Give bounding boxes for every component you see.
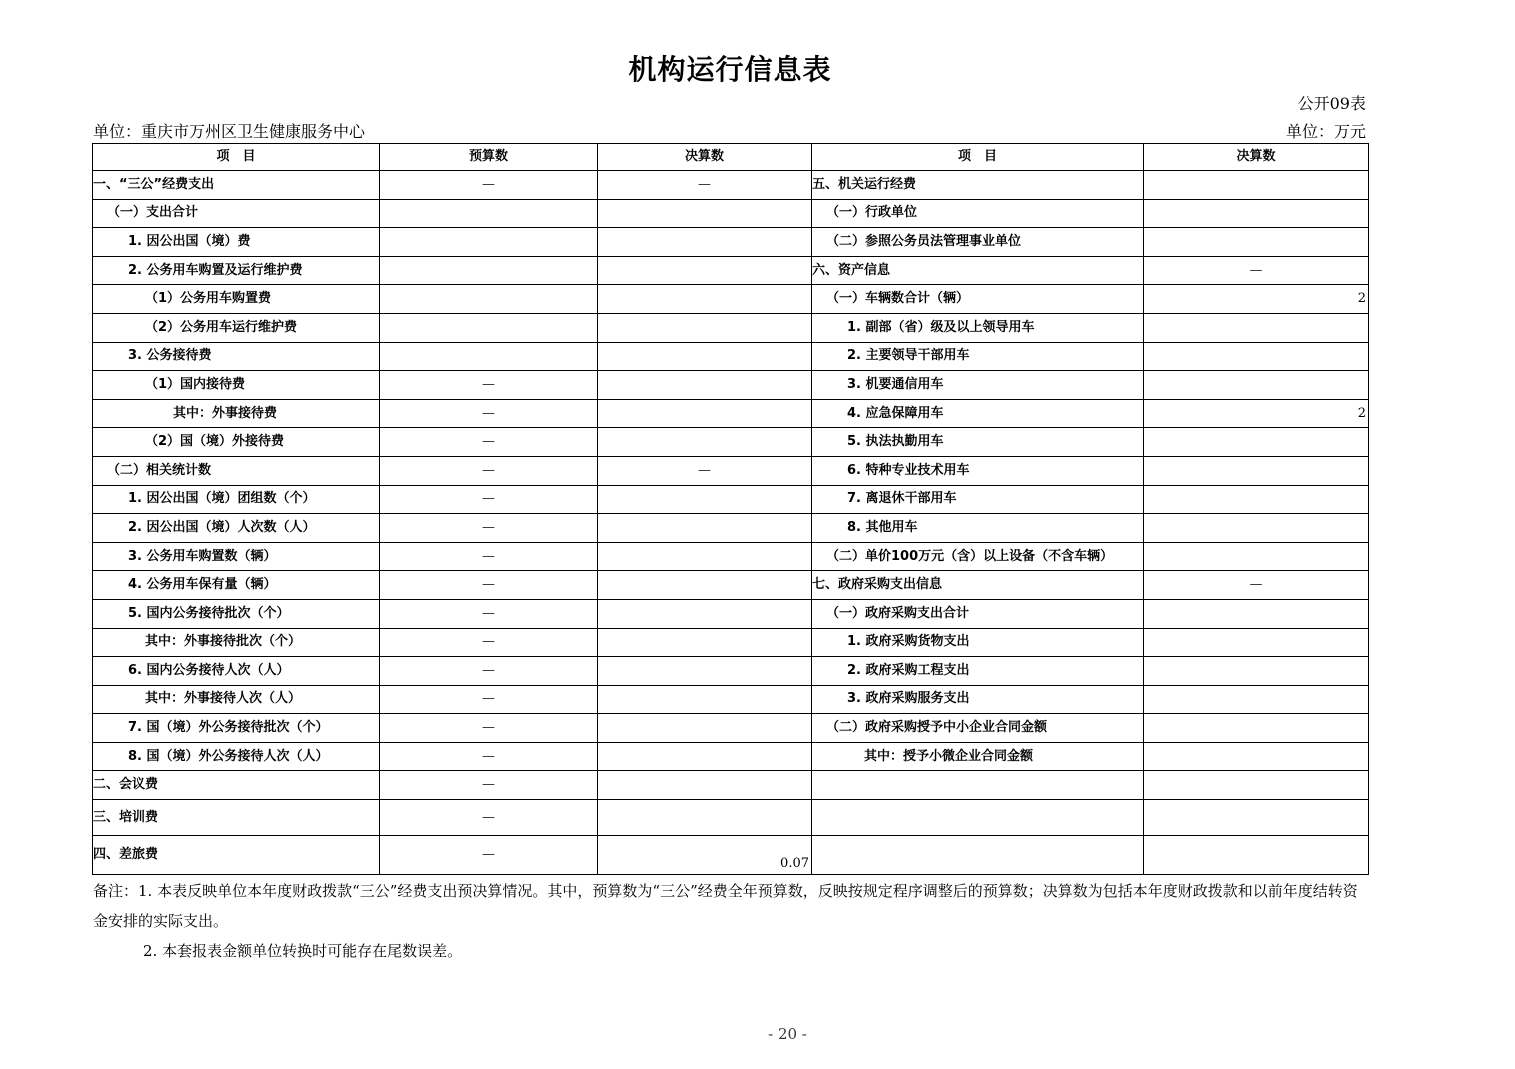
final-value [598, 514, 812, 543]
table-row [93, 714, 1369, 743]
left-item-label: （2）公务用车运行维护费 [93, 313, 380, 342]
left-item-label: 1. 因公出国（境）团组数（个） [93, 485, 380, 514]
right-final-value [1144, 599, 1369, 628]
right-final-value [1144, 514, 1369, 543]
budget-value: — [380, 714, 598, 743]
final-value [598, 313, 812, 342]
final-value [598, 428, 812, 457]
right-final-value [1144, 714, 1369, 743]
right-item-label: 4. 应急保障用车 [812, 399, 1144, 428]
right-final-value [1144, 171, 1369, 200]
right-item-label: 8. 其他用车 [812, 514, 1144, 543]
table-row [93, 771, 1369, 800]
final-value [598, 371, 812, 400]
table-row [93, 599, 1369, 628]
right-final-value [1144, 456, 1369, 485]
table-row [93, 542, 1369, 571]
right-item-label: 1. 政府采购货物支出 [812, 628, 1144, 657]
final-value [598, 657, 812, 686]
info-table [92, 143, 1369, 875]
left-item-label: 其中：外事接待费 [93, 399, 380, 428]
right-final-value [1144, 313, 1369, 342]
table-row [93, 371, 1369, 400]
budget-value: — [380, 657, 598, 686]
right-item-label: 1. 副部（省）级及以上领导用车 [812, 313, 1144, 342]
budget-value: — [380, 800, 598, 836]
right-item-label: 6. 特种专业技术用车 [812, 456, 1144, 485]
final-value [598, 771, 812, 800]
table-row [93, 485, 1369, 514]
left-item-label: 5. 国内公务接待批次（个） [93, 599, 380, 628]
header-item: 项 目 [93, 144, 380, 171]
budget-value [380, 256, 598, 285]
final-value [598, 714, 812, 743]
table-row [93, 199, 1369, 228]
table-row [93, 628, 1369, 657]
right-final-value [1144, 685, 1369, 714]
right-final-value [1144, 628, 1369, 657]
right-item-label: （二）参照公务员法管理事业单位 [812, 228, 1144, 257]
budget-value: — [380, 428, 598, 457]
right-final-value [1144, 342, 1369, 371]
right-item-label: 七、政府采购支出信息 [812, 571, 1144, 600]
table-row [93, 657, 1369, 686]
left-item-label: 2. 公务用车购置及运行维护费 [93, 256, 380, 285]
right-item-label: （二）单价100万元（含）以上设备（不含车辆） [812, 542, 1144, 571]
right-final-value [1144, 228, 1369, 257]
right-item-label [812, 836, 1144, 875]
final-value [598, 628, 812, 657]
table-row [93, 285, 1369, 314]
right-final-value [1144, 657, 1369, 686]
budget-value: — [380, 685, 598, 714]
right-final-value: — [1144, 256, 1369, 285]
left-item-label: 2. 因公出国（境）人次数（人） [93, 514, 380, 543]
header-final: 决算数 [598, 144, 812, 171]
table-row [93, 399, 1369, 428]
final-value [598, 685, 812, 714]
right-item-label [812, 800, 1144, 836]
budget-value: — [380, 171, 598, 200]
budget-value: — [380, 771, 598, 800]
right-item-label: （一）车辆数合计（辆） [812, 285, 1144, 314]
left-item-label: 3. 公务接待费 [93, 342, 380, 371]
right-item-label: 5. 执法执勤用车 [812, 428, 1144, 457]
left-item-label: 7. 国（境）外公务接待批次（个） [93, 714, 380, 743]
right-item-label: 五、机关运行经费 [812, 171, 1144, 200]
table-row [93, 571, 1369, 600]
final-value [598, 800, 812, 836]
right-final-value [1144, 836, 1369, 875]
page-number: - 20 - [768, 1025, 807, 1043]
table-row [93, 171, 1369, 200]
right-final-value [1144, 542, 1369, 571]
left-item-label: 其中：外事接待批次（个） [93, 628, 380, 657]
right-item-label: （一）行政单位 [812, 199, 1144, 228]
table-row [93, 228, 1369, 257]
final-value [598, 742, 812, 771]
final-value [598, 199, 812, 228]
budget-value: — [380, 485, 598, 514]
right-final-value [1144, 428, 1369, 457]
unit-organization: 单位：重庆市万州区卫生健康服务中心 [93, 122, 366, 141]
header-budget: 预算数 [380, 144, 598, 171]
table-row [93, 342, 1369, 371]
right-item-label: 7. 离退休干部用车 [812, 485, 1144, 514]
left-item-label: 二、会议费 [93, 771, 380, 800]
final-value: 0.07 [598, 836, 812, 875]
note-1: 备注：1. 本表反映单位本年度财政拨款“三公”经费支出预决算情况。其中，预算数为“三公”经费全年预算数，反映按规定程序调整后的预算数；决算数为包括本年度财政拨款和以前年度结转资金安排的实际支出。 [93, 882, 1358, 930]
note-2: 2. 本套报表金额单位转换时可能存在尾数误差。 [143, 942, 463, 960]
final-value [598, 571, 812, 600]
left-item-label: （一）支出合计 [93, 199, 380, 228]
table-row [93, 685, 1369, 714]
budget-value: — [380, 742, 598, 771]
left-item-label: （二）相关统计数 [93, 456, 380, 485]
left-item-label: 四、差旅费 [93, 836, 380, 875]
right-item-label [812, 771, 1144, 800]
left-item-label: 其中：外事接待人次（人） [93, 685, 380, 714]
budget-value: — [380, 571, 598, 600]
right-item-label: 3. 政府采购服务支出 [812, 685, 1144, 714]
right-final-value [1144, 485, 1369, 514]
budget-value [380, 199, 598, 228]
right-final-value [1144, 199, 1369, 228]
left-item-label: 4. 公务用车保有量（辆） [93, 571, 380, 600]
final-value [598, 342, 812, 371]
right-final-value [1144, 800, 1369, 836]
right-final-value [1144, 371, 1369, 400]
right-item-label: 六、资产信息 [812, 256, 1144, 285]
notes [93, 876, 1368, 966]
budget-value: — [380, 514, 598, 543]
table-code: 公开09表 [1297, 94, 1366, 113]
budget-value: — [380, 836, 598, 875]
table-header-row [93, 144, 1369, 171]
left-item-label: 3. 公务用车购置数（辆） [93, 542, 380, 571]
right-item-label: 其中：授予小微企业合同金额 [812, 742, 1144, 771]
budget-value [380, 342, 598, 371]
left-item-label: 三、培训费 [93, 800, 380, 836]
table-row [93, 456, 1369, 485]
header-final-right: 决算数 [1144, 144, 1369, 171]
budget-value: — [380, 542, 598, 571]
right-final-value [1144, 742, 1369, 771]
budget-value [380, 285, 598, 314]
table-row [93, 256, 1369, 285]
final-value [598, 599, 812, 628]
left-item-label: 8. 国（境）外公务接待人次（人） [93, 742, 380, 771]
right-item-label: 2. 主要领导干部用车 [812, 342, 1144, 371]
right-item-label: 3. 机要通信用车 [812, 371, 1144, 400]
final-value [598, 485, 812, 514]
left-item-label: （1）公务用车购置费 [93, 285, 380, 314]
right-final-value [1144, 771, 1369, 800]
left-item-label: （2）国（境）外接待费 [93, 428, 380, 457]
final-value: — [598, 456, 812, 485]
left-item-label: （1）国内接待费 [93, 371, 380, 400]
right-final-value: 2 [1144, 399, 1369, 428]
page-title: 机构运行信息表 [628, 53, 832, 86]
budget-value: — [380, 599, 598, 628]
table-row [93, 742, 1369, 771]
table-row [93, 800, 1369, 836]
final-value: — [598, 171, 812, 200]
table-row [93, 514, 1369, 543]
budget-value [380, 313, 598, 342]
final-value [598, 542, 812, 571]
final-value [598, 285, 812, 314]
left-item-label: 6. 国内公务接待人次（人） [93, 657, 380, 686]
final-value [598, 228, 812, 257]
table-row [93, 428, 1369, 457]
budget-value: — [380, 456, 598, 485]
left-item-label: 1. 因公出国（境）费 [93, 228, 380, 257]
unit-currency: 单位：万元 [1285, 122, 1366, 141]
budget-value: — [380, 628, 598, 657]
final-value [598, 256, 812, 285]
right-item-label: 2. 政府采购工程支出 [812, 657, 1144, 686]
right-final-value: — [1144, 571, 1369, 600]
table-row [93, 836, 1369, 875]
budget-value: — [380, 399, 598, 428]
header-item-right: 项 目 [812, 144, 1144, 171]
right-final-value: 2 [1144, 285, 1369, 314]
budget-value: — [380, 371, 598, 400]
right-item-label: （一）政府采购支出合计 [812, 599, 1144, 628]
right-item-label: （二）政府采购授予中小企业合同金额 [812, 714, 1144, 743]
table-row [93, 313, 1369, 342]
final-value [598, 399, 812, 428]
budget-value [380, 228, 598, 257]
left-item-label: 一、“三公”经费支出 [93, 171, 380, 200]
